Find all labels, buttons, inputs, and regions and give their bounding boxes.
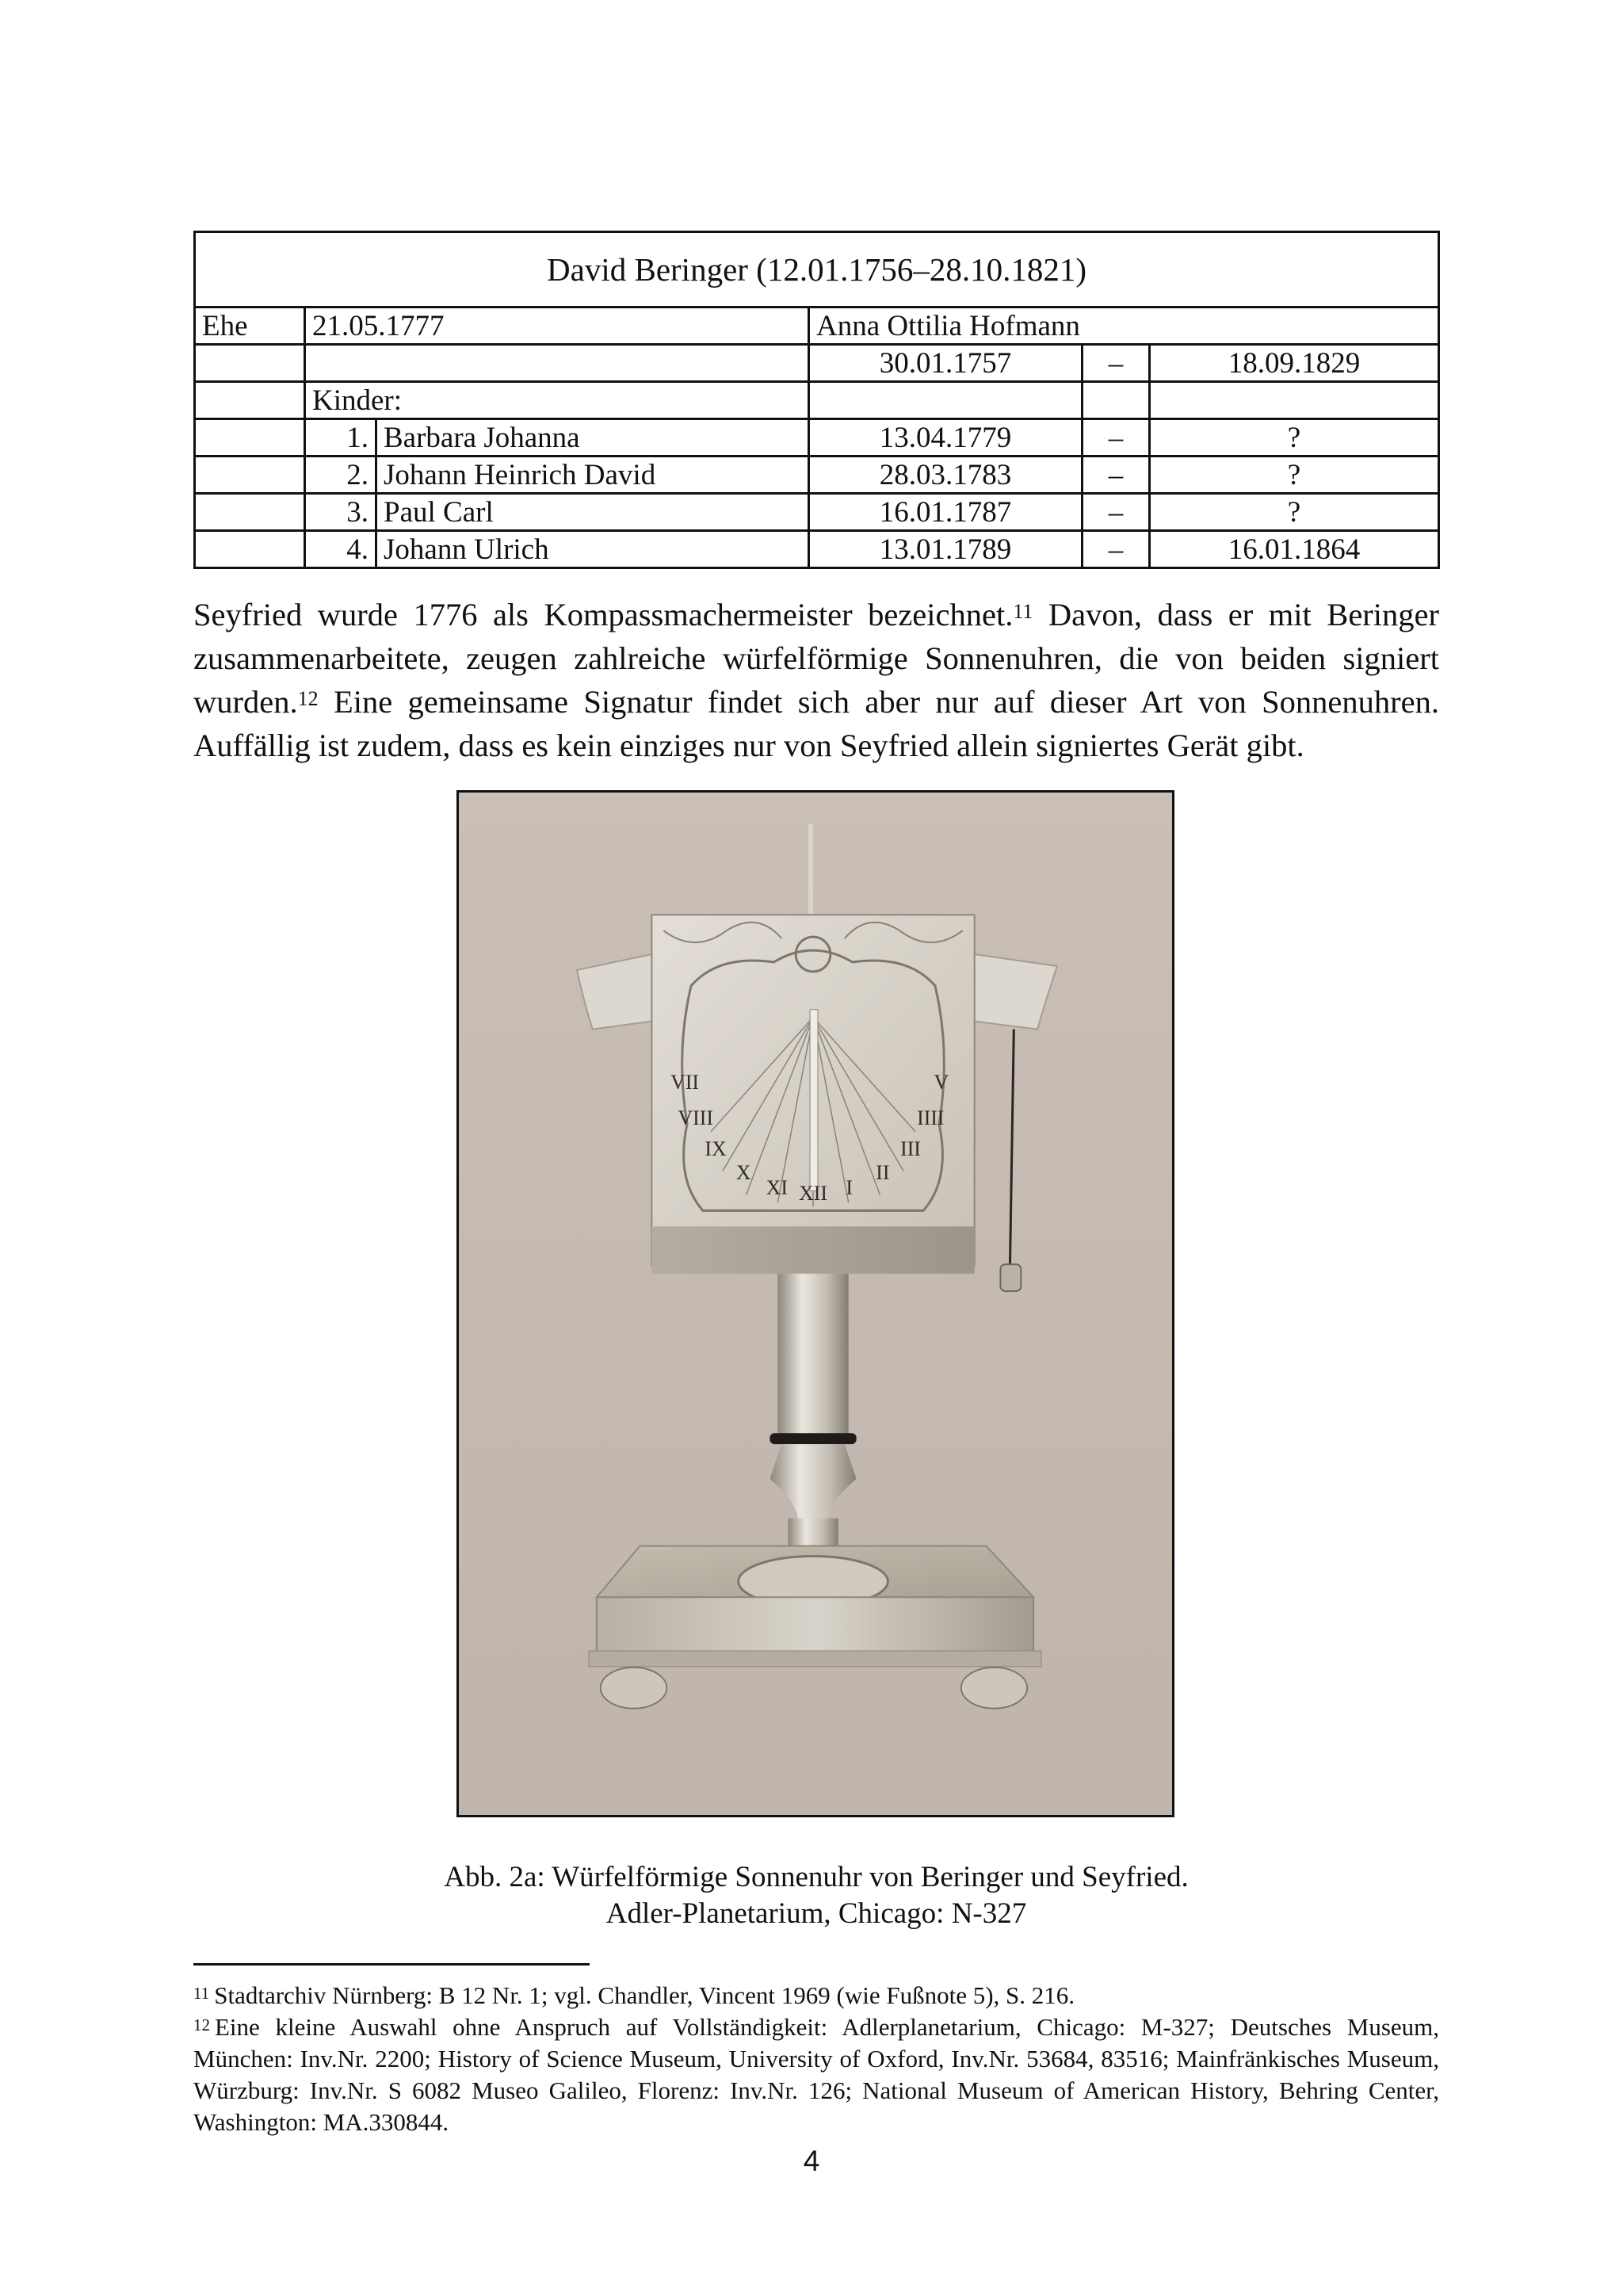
child-death: 16.01.1864 (1150, 531, 1439, 568)
footnote-ref-12[interactable]: 12 (297, 687, 319, 710)
gnomon-pin (808, 824, 813, 919)
child-birth: 13.01.1789 (809, 531, 1083, 568)
dial-numeral: VII (670, 1071, 700, 1095)
child-dash: – (1083, 419, 1150, 457)
dial-numeral: III (900, 1137, 921, 1160)
footnote-12: $^{12}$ Eine kleine Auswahl ohne Anspruch auf Vollständigkeit: Adlerplanetarium, Chicago: M-327; Deutsches Museum, München: Inv.Nr. 2200; History of Science Museum, University of Oxford, Inv.Nr. 53684, 83516; Mainfränkisches Museum, Würzburg: Inv.Nr. S 6082 Museo Galileo, Florenz: Inv.Nr. 126; National Museum of American History, Behring Center, Washington: MA.330844. (193, 2013, 1439, 2136)
footnote-11: $^{11}$ Stadtarchiv Nürnberg: B 12 Nr. 1; vgl. Chandler, Vincent 1969 (wie Fußnote 5), S. 216. (193, 1981, 1075, 2009)
table-row (195, 531, 1439, 568)
child-dash: – (1083, 494, 1150, 531)
marriage-label: Ehe (195, 308, 305, 345)
sundial-illustration (459, 793, 1172, 1815)
children-label: Kinder: (305, 382, 809, 419)
cube-underside (651, 1226, 974, 1274)
baluster (769, 1444, 856, 1519)
family-title: David Beringer (12.01.1756–28.10.1821) (195, 232, 1439, 308)
child-name: Paul Carl (376, 494, 809, 531)
child-dash: – (1083, 531, 1150, 568)
plumb-line (1010, 1030, 1014, 1270)
page-number: 4 (803, 2145, 820, 2177)
dial-numeral: X (735, 1161, 751, 1185)
spouse-birth: 30.01.1757 (809, 345, 1083, 382)
dial-numeral: IIII (917, 1106, 945, 1129)
stem (777, 1274, 848, 1439)
spouse-death: 18.09.1829 (1150, 345, 1439, 382)
dial-numeral: V (934, 1071, 949, 1095)
table-row (195, 494, 1439, 531)
child-name: Barbara Johanna (376, 419, 809, 457)
child-number: 3. (305, 494, 376, 531)
footnotes (193, 1980, 1439, 2138)
child-death: ? (1150, 419, 1439, 457)
dial-numeral: II (876, 1161, 890, 1185)
child-number: 2. (305, 457, 376, 494)
table-row-marriage (195, 308, 1439, 345)
figure-caption (193, 1859, 1439, 1932)
spouse-name: Anna Ottilia Hofmann (809, 308, 1439, 345)
child-name: Johann Ulrich (376, 531, 809, 568)
dial-gnomon (810, 1010, 818, 1191)
caption-line-2: Adler-Planetarium, Chicago: N-327 (605, 1897, 1027, 1930)
dial-numeral: XI (766, 1176, 788, 1200)
dial-numeral: I (846, 1176, 854, 1200)
foot-left (601, 1668, 666, 1709)
stem-collar (769, 1433, 856, 1444)
child-birth: 16.01.1787 (809, 494, 1083, 531)
child-number: 1. (305, 419, 376, 457)
table-title-row (195, 232, 1439, 308)
footnote-ref-11[interactable]: 11 (1013, 600, 1033, 623)
table-row-spouse-dates (195, 345, 1439, 382)
table-row (195, 419, 1439, 457)
child-birth: 28.03.1783 (809, 457, 1083, 494)
dial-numeral: VIII (678, 1106, 713, 1129)
plumb-bob (1000, 1264, 1021, 1291)
child-birth: 13.04.1779 (809, 419, 1083, 457)
family-table (193, 231, 1440, 569)
child-death: ? (1150, 457, 1439, 494)
table-row-children-label (195, 382, 1439, 419)
footnote-separator (193, 1963, 590, 1966)
sundial-photo (456, 790, 1174, 1817)
child-number: 4. (305, 531, 376, 568)
child-dash: – (1083, 457, 1150, 494)
right-wing (975, 954, 1057, 1030)
caption-line-1: Abb. 2a: Würfelförmige Sonnenuhr von Beringer und Seyfried. (444, 1861, 1189, 1893)
dial-numeral: IX (705, 1137, 727, 1160)
child-death: ? (1150, 494, 1439, 531)
dial-numeral: XII (799, 1181, 827, 1205)
left-wing (577, 954, 651, 1030)
marriage-date: 21.05.1777 (305, 308, 809, 345)
spouse-dash: – (1083, 345, 1150, 382)
foot-right (961, 1668, 1027, 1709)
body-paragraph: Seyfried wurde 1776 als Kompassmachermeister bezeichnet.$^{11}$ Davon, dass er mit Beringer zusammenarbeitete, zeugen zahlreiche würfelförmige Sonnenuhren, die von beiden signiert wurden.$^{12}$ Eine gemeinsame Signatur findet sich aber nur auf dieser Art von Sonnenuhren. Auffällig ist zudem, dass es kein einziges nur von Seyfried allein signiertes Gerät gibt. (193, 597, 1439, 763)
child-name: Johann Heinrich David (376, 457, 809, 494)
base-front (597, 1597, 1033, 1652)
table-row (195, 457, 1439, 494)
